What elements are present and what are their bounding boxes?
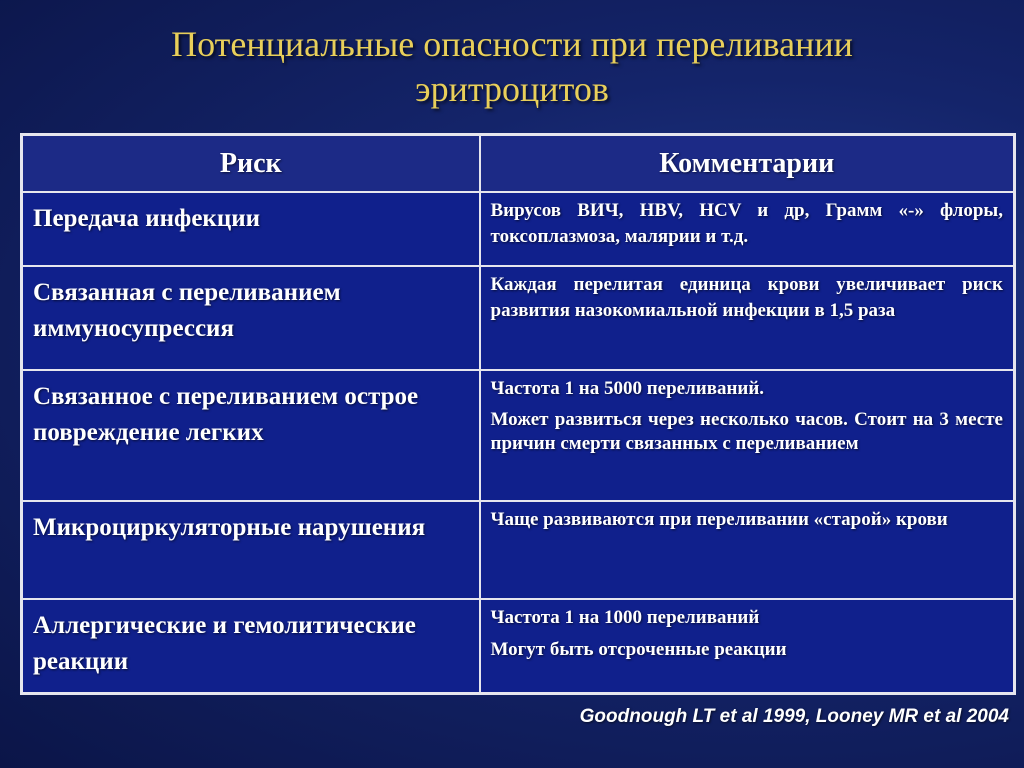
comment-text: Частота 1 на 1000 переливаний	[490, 607, 760, 628]
table-row	[22, 599, 1015, 694]
table-row	[22, 370, 1015, 501]
risk-cell: Аллергические и гемолитические реакции	[22, 599, 480, 694]
comment-cell	[480, 266, 1015, 370]
comment-cell	[480, 599, 1015, 694]
risk-cell: Связанная с переливанием иммуносупрессия	[22, 266, 480, 370]
table-header-row	[22, 135, 1015, 193]
slide-title-line-1: Потенциальные опасности при переливании	[171, 24, 853, 64]
reference-citation: Goodnough LT et al 1999, Looney MR et al 2004	[579, 706, 1009, 727]
table-row	[22, 501, 1015, 599]
comment-text: Может развиться через несколько часов. Стоит на 3 месте причин смерти связанных с переливанием	[490, 409, 1003, 454]
comment-text: Каждая перелитая единица крови увеличивает риск развития назокомиальной инфекции в 1,5 раза	[490, 274, 1003, 321]
header-comments: Комментарии	[480, 135, 1015, 193]
slide-title	[0, 22, 1024, 112]
comment-cell	[480, 501, 1015, 599]
risk-cell: Передача инфекции	[22, 192, 480, 266]
comment-text: Могут быть отсроченные реакции	[490, 639, 787, 660]
table-row	[22, 192, 1015, 266]
comment-text: Чаще развиваются при переливании «старой» крови	[490, 509, 948, 530]
slide-title-line-2: эритроцитов	[415, 69, 609, 109]
header-risk: Риск	[22, 135, 480, 193]
comment-cell	[480, 192, 1015, 266]
risk-cell: Микроциркуляторные нарушения	[22, 501, 480, 599]
comment-text: Вирусов ВИЧ, HBV, HCV и др, Грамм «-» флоры, токсоплазмоза, малярии и т.д.	[490, 200, 1003, 247]
comment-cell	[480, 370, 1015, 501]
risk-table	[20, 133, 1016, 695]
table-row	[22, 266, 1015, 370]
comment-text: Частота 1 на 5000 переливаний.	[490, 378, 765, 399]
risk-cell: Связанное с переливанием острое повреждение легких	[22, 370, 480, 501]
